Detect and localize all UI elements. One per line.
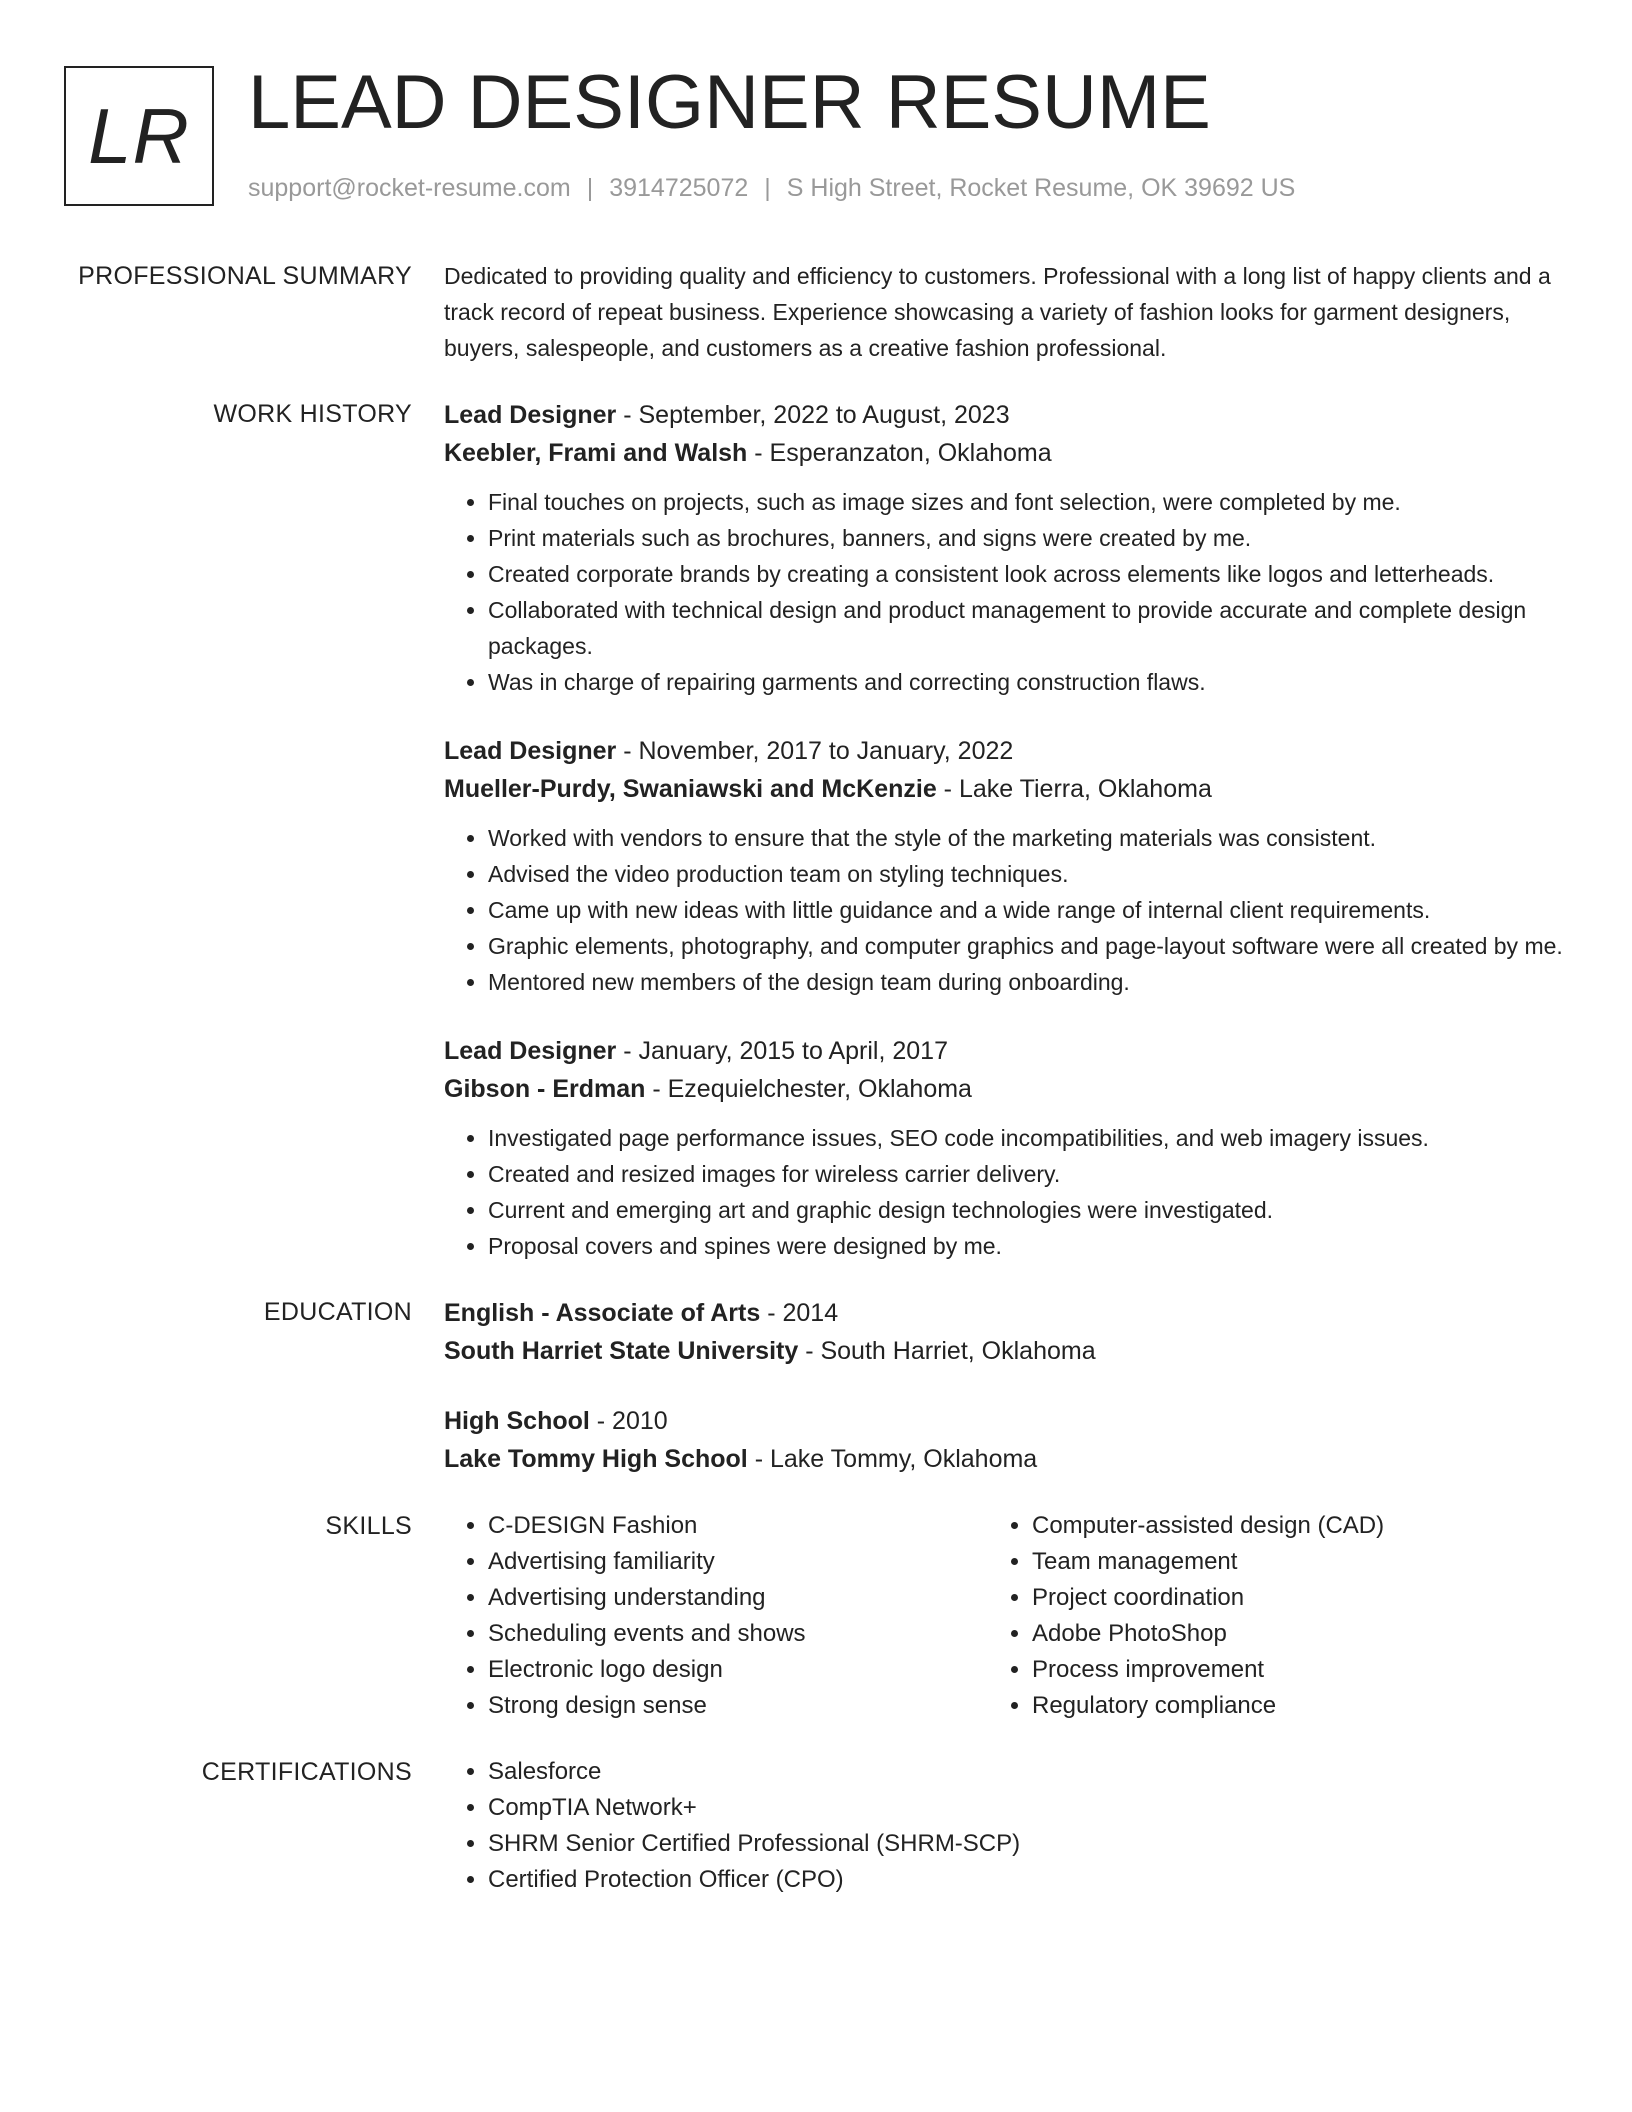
section-label-certifications: CERTIFICATIONS (201, 1758, 412, 1786)
summary-text: Dedicated to providing quality and efficiency to customers. Professional with a long list of happy clients and a track record of repeat business. Experience showcasing a variety of fashion looks for garment designers, buyers, salespeople, and customers as a creative fashion professional. (444, 263, 1551, 361)
section-label-skills: SKILLS (325, 1512, 412, 1540)
skills-column-1 (444, 1508, 988, 1724)
education-school: Lake Tommy High School (444, 1445, 748, 1473)
certification-item: • Certified Protection Officer (CPO) (488, 1862, 1564, 1898)
skills-column-2 (988, 1508, 1532, 1724)
job-bullet: • Created and resized images for wireless carrier delivery. (488, 1156, 1564, 1192)
education-degree-line (444, 1402, 1564, 1440)
section-label-education: EDUCATION (263, 1298, 412, 1326)
skill-item: • Project coordination (1032, 1580, 1532, 1616)
monogram-logo: LR (64, 66, 214, 206)
job-company: Mueller-Purdy, Swaniawski and McKenzie (444, 775, 937, 803)
job-bullets (444, 1120, 1564, 1264)
skill-item: • Regulatory compliance (1032, 1688, 1532, 1724)
certification-item: • CompTIA Network+ (488, 1790, 1564, 1826)
contact-phone[interactable]: 3914725072 (609, 174, 749, 202)
job-bullet: • Final touches on projects, such as image sizes and font selection, were completed by me. (488, 484, 1564, 520)
job-bullet: • Print materials such as brochures, banners, and signs were created by me. (488, 520, 1564, 556)
skills-body (444, 1508, 1564, 1724)
job-bullet: • Advised the video production team on styling techniques. (488, 856, 1564, 892)
job-company: Gibson - Erdman (444, 1075, 646, 1103)
job-dates: - September, 2022 to August, 2023 (616, 401, 1010, 429)
skill-item: • Electronic logo design (488, 1652, 988, 1688)
work-history-body (444, 396, 1564, 1264)
job-entry (444, 732, 1564, 1000)
skills-grid (444, 1508, 1564, 1724)
skill-item: • Adobe PhotoShop (1032, 1616, 1532, 1652)
contact-line (248, 174, 1295, 203)
skill-item: • Computer-assisted design (CAD) (1032, 1508, 1532, 1544)
education-school-line (444, 1332, 1564, 1370)
job-location: - Ezequielchester, Oklahoma (645, 1075, 972, 1103)
job-bullet: • Was in charge of repairing garments and correcting construction flaws. (488, 664, 1564, 700)
job-bullet: • Created corporate brands by creating a consistent look across elements like logos and letterheads. (488, 556, 1564, 592)
skill-item: • Process improvement (1032, 1652, 1532, 1688)
education-location: - Lake Tommy, Oklahoma (747, 1445, 1038, 1473)
job-bullet: • Graphic elements, photography, and computer graphics and page-layout software were all created by me. (488, 928, 1564, 964)
education-entry (444, 1402, 1564, 1478)
education-body (444, 1294, 1564, 1478)
job-title-line (444, 396, 1564, 434)
job-entry (444, 1032, 1564, 1264)
skill-item: • Strong design sense (488, 1688, 988, 1724)
job-company-line (444, 770, 1564, 808)
job-bullet: • Current and emerging art and graphic design technologies were investigated. (488, 1192, 1564, 1228)
job-entry (444, 396, 1564, 700)
job-title-line (444, 1032, 1564, 1070)
resume-title: LEAD DESIGNER RESUME (248, 60, 1211, 145)
summary-section (0, 258, 1632, 366)
certifications-body (444, 1754, 1564, 1898)
contact-address: S High Street, Rocket Resume, OK 39692 US (786, 174, 1296, 202)
skill-item: • Advertising understanding (488, 1580, 988, 1616)
section-label-work-history: WORK HISTORY (213, 400, 412, 428)
education-year: - 2014 (760, 1299, 839, 1327)
job-bullet: • Mentored new members of the design team during onboarding. (488, 964, 1564, 1000)
skill-item: • C-DESIGN Fashion (488, 1508, 988, 1544)
job-bullet: • Worked with vendors to ensure that the style of the marketing materials was consistent. (488, 820, 1564, 856)
skills-section (0, 1508, 1632, 1724)
job-bullet: • Collaborated with technical design and product management to provide accurate and complete design packages. (488, 592, 1564, 664)
skill-item: • Advertising familiarity (488, 1544, 988, 1580)
summary-body (444, 258, 1564, 366)
job-bullets (444, 820, 1564, 1000)
education-year: - 2010 (589, 1407, 668, 1435)
job-dates: - January, 2015 to April, 2017 (616, 1037, 948, 1065)
job-bullet: • Came up with new ideas with little guidance and a wide range of internal client requirements. (488, 892, 1564, 928)
work-history-section (0, 396, 1632, 1264)
education-school: South Harriet State University (444, 1337, 799, 1365)
education-entry (444, 1294, 1564, 1370)
job-company-line (444, 1070, 1564, 1108)
job-title: Lead Designer (444, 401, 617, 429)
certification-item: • Salesforce (488, 1754, 1564, 1790)
job-title: Lead Designer (444, 1037, 617, 1065)
resume-content (0, 258, 1632, 1898)
contact-email[interactable]: support@rocket-resume.com (248, 174, 571, 202)
education-degree-line (444, 1294, 1564, 1332)
education-location: - South Harriet, Oklahoma (798, 1337, 1096, 1365)
education-section (0, 1294, 1632, 1478)
education-degree: English - Associate of Arts (444, 1299, 761, 1327)
education-degree: High School (444, 1407, 590, 1435)
job-title-line (444, 732, 1564, 770)
section-label-summary: PROFESSIONAL SUMMARY (78, 262, 412, 290)
job-bullet: • Proposal covers and spines were designed by me. (488, 1228, 1564, 1264)
job-title: Lead Designer (444, 737, 617, 765)
job-company: Keebler, Frami and Walsh (444, 439, 748, 467)
contact-separator: | (764, 174, 771, 202)
job-location: - Lake Tierra, Oklahoma (936, 775, 1212, 803)
education-school-line (444, 1440, 1564, 1478)
job-location: - Esperanzaton, Oklahoma (747, 439, 1052, 467)
certifications-list (444, 1754, 1564, 1898)
skill-item: • Team management (1032, 1544, 1532, 1580)
job-bullets (444, 484, 1564, 700)
certification-item: • SHRM Senior Certified Professional (SHRM-SCP) (488, 1826, 1564, 1862)
contact-separator: | (586, 174, 594, 202)
job-bullet: • Investigated page performance issues, SEO code incompatibilities, and web imagery issues. (488, 1120, 1564, 1156)
certifications-section (0, 1754, 1632, 1898)
skill-item: • Scheduling events and shows (488, 1616, 988, 1652)
job-dates: - November, 2017 to January, 2022 (616, 737, 1014, 765)
job-company-line (444, 434, 1564, 472)
